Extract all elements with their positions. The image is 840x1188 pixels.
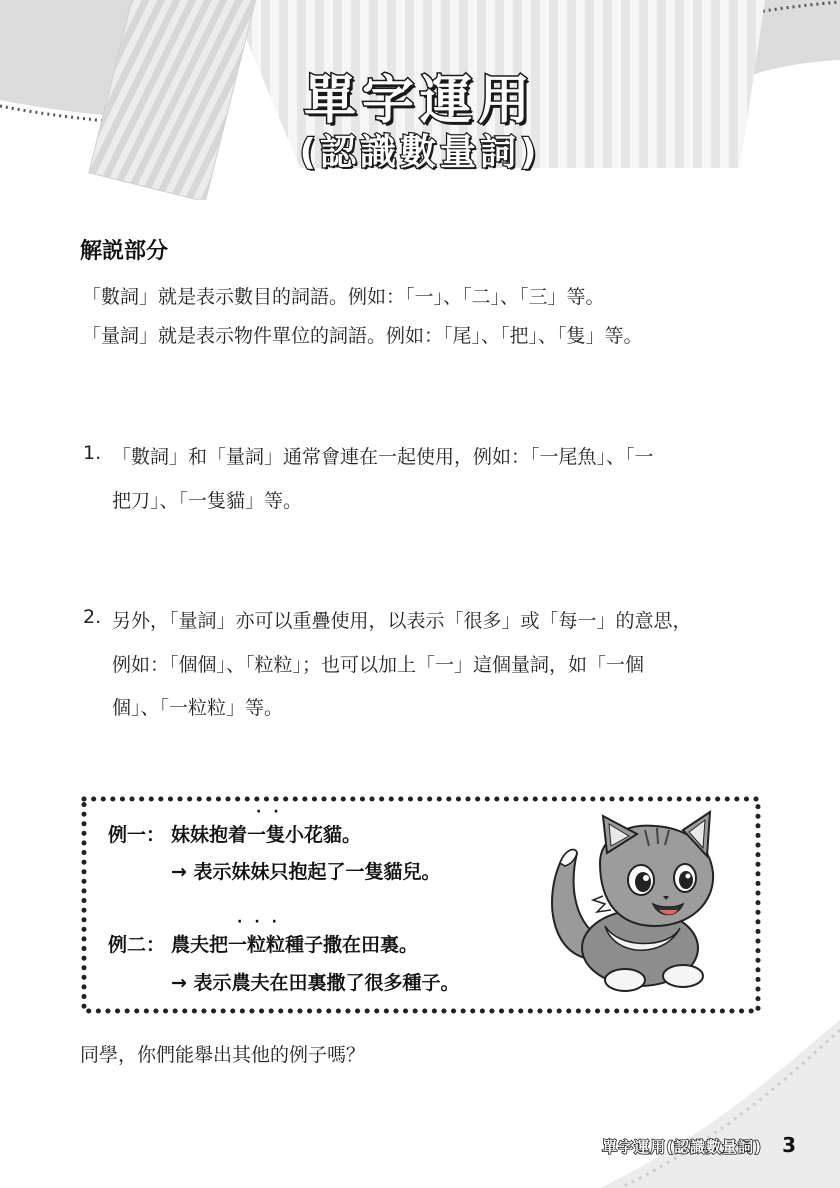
point-line: 另外，「量詞」亦可以重疊使用，以表示「很多」或「每一」的意思， [112,610,692,632]
point-line: 個」、「一粒粒」等。 [112,697,284,719]
page-title: 單字運用 [303,71,536,131]
example-meaning: → 表示農夫在田裏撒了很多種子。 [171,972,460,994]
example-label: 例一： [108,824,166,846]
point-line: 把刀」、「一隻貓」等。 [112,490,303,512]
point-line: 「數詞」和「量詞」通常會連在一起使用，例如：「一尾魚」、「一 [112,446,654,468]
page-subtitle: (認識數量詞) [299,132,541,173]
cat-illustration [545,808,725,998]
example-sentence: 農夫把一粒粒種子撒在田裏。 [171,934,419,956]
question-text: 同學，你們能舉出其他的例子嗎？ [80,1044,366,1066]
example-sentence: 妹妹抱着一隻小花貓。 [171,824,362,846]
explanation-line: 「量詞」就是表示物件單位的詞語。例如：「尾」、「把」、「隻」等。 [82,325,643,347]
section-heading: 解説部分 [80,239,169,264]
footer-title: 單字運用(認識數量詞) [602,1138,762,1156]
example-label: 例二： [108,934,166,956]
page-number: 3 [782,1133,796,1157]
example-meaning: → 表示妹妹只抱起了一隻貓兒。 [171,861,441,883]
point-line: 例如：「個個」、「粒粒」；也可以加上「一」這個量詞，如「一個 [112,654,645,676]
point-number: 2. [83,606,102,628]
point-number: 1. [83,442,102,464]
footer-decoration [560,1020,840,1188]
emphasis-dots: ··· [237,914,289,930]
explanation-line: 「數詞」就是表示數目的詞語。例如：「一」、「二」、「三」等。 [82,286,605,308]
emphasis-dots: ·· [256,804,291,820]
